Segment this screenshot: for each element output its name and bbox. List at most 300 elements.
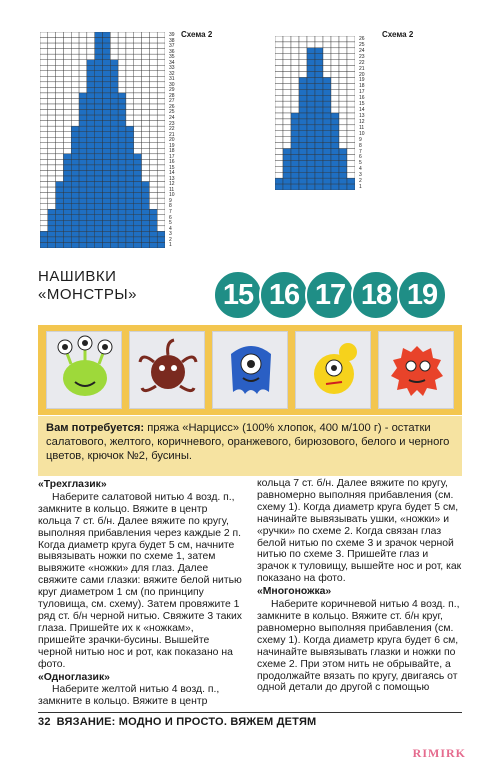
stitch-empty: [126, 54, 134, 60]
stitch-filled: [149, 220, 157, 226]
stitch-empty: [134, 65, 142, 71]
stitch-filled: [331, 172, 339, 178]
stitch-empty: [40, 126, 48, 132]
stitch-filled: [103, 71, 111, 77]
stitch-empty: [71, 76, 79, 82]
stitch-empty: [48, 43, 56, 49]
stitch-empty: [48, 137, 56, 143]
stitch-filled: [79, 187, 87, 193]
stitch-empty: [157, 204, 165, 210]
stitch-empty: [291, 42, 299, 48]
stitch-empty: [40, 137, 48, 143]
stitch-filled: [79, 209, 87, 215]
stitch-filled: [299, 125, 307, 131]
stitch-filled: [323, 113, 331, 119]
stitch-empty: [110, 54, 118, 60]
stitch-empty: [142, 143, 150, 149]
row-number: 14: [169, 170, 175, 177]
stitch-filled: [126, 126, 134, 132]
stitch-empty: [323, 72, 331, 78]
stitch-filled: [307, 89, 315, 95]
stitch-filled: [315, 101, 323, 107]
stitch-filled: [134, 209, 142, 215]
row-number: 20: [359, 71, 365, 78]
stitch-filled: [323, 95, 331, 101]
stitch-empty: [48, 110, 56, 116]
stitch-empty: [157, 121, 165, 127]
stitch-filled: [299, 166, 307, 172]
stitch-empty: [40, 193, 48, 199]
stitch-filled: [134, 215, 142, 221]
stitch-filled: [79, 104, 87, 110]
stitch-filled: [126, 176, 134, 182]
monster-photo-yellow: [295, 331, 371, 409]
stitch-empty: [118, 65, 126, 71]
stitch-filled: [331, 143, 339, 149]
stitch-filled: [110, 65, 118, 71]
stitch-empty: [157, 215, 165, 221]
stitch-empty: [331, 95, 339, 101]
stitch-filled: [71, 242, 79, 248]
stitch-empty: [56, 43, 64, 49]
stitch-empty: [275, 66, 283, 72]
row-number: 20: [169, 137, 175, 144]
stitch-empty: [48, 98, 56, 104]
page-footer: [38, 712, 462, 728]
stitch-empty: [63, 93, 71, 99]
row-number: 15: [169, 164, 175, 171]
stitch-empty: [48, 32, 56, 38]
stitch-filled: [134, 176, 142, 182]
stitch-empty: [48, 176, 56, 182]
stitch-empty: [63, 65, 71, 71]
stitch-empty: [87, 54, 95, 60]
monster-photo-blue: [212, 331, 288, 409]
stitch-filled: [79, 110, 87, 116]
stitch-filled: [307, 184, 315, 190]
stitch-empty: [315, 36, 323, 42]
stitch-filled: [299, 184, 307, 190]
stitch-empty: [291, 107, 299, 113]
stitch-empty: [347, 95, 355, 101]
stitch-filled: [149, 215, 157, 221]
stitch-empty: [291, 60, 299, 66]
row-number: 13: [359, 112, 365, 119]
stitch-filled: [110, 231, 118, 237]
stitch-filled: [95, 126, 103, 132]
stitch-filled: [63, 193, 71, 199]
stitch-filled: [87, 159, 95, 165]
stitch-filled: [126, 132, 134, 138]
stitch-filled: [118, 182, 126, 188]
stitch-empty: [157, 98, 165, 104]
stitch-empty: [48, 159, 56, 165]
stitch-empty: [56, 104, 64, 110]
row-number: 6: [169, 214, 172, 221]
stitch-empty: [283, 89, 291, 95]
stitch-empty: [291, 36, 299, 42]
stitch-filled: [79, 182, 87, 188]
stitch-filled: [63, 154, 71, 160]
stitch-empty: [323, 60, 331, 66]
stitch-empty: [40, 98, 48, 104]
stitch-filled: [118, 121, 126, 127]
stitch-empty: [149, 121, 157, 127]
stitch-filled: [95, 242, 103, 248]
stitch-filled: [307, 131, 315, 137]
stitch-empty: [339, 42, 347, 48]
stitch-empty: [56, 115, 64, 121]
stitch-empty: [79, 54, 87, 60]
stitch-filled: [323, 184, 331, 190]
stitch-filled: [87, 231, 95, 237]
row-number: 24: [169, 114, 175, 121]
stitch-filled: [315, 113, 323, 119]
stitch-empty: [134, 60, 142, 66]
stitch-empty: [48, 121, 56, 127]
stitch-filled: [79, 148, 87, 154]
stitch-empty: [347, 66, 355, 72]
stitch-empty: [142, 110, 150, 116]
stitch-filled: [48, 215, 56, 221]
stitch-filled: [87, 76, 95, 82]
stitch-empty: [299, 66, 307, 72]
row-number: 36: [169, 48, 175, 55]
stitch-filled: [110, 226, 118, 232]
stitch-empty: [299, 72, 307, 78]
stitch-empty: [87, 49, 95, 55]
stitch-filled: [275, 178, 283, 184]
stitch-empty: [126, 82, 134, 88]
stitch-empty: [134, 43, 142, 49]
scheme-title-left: Схема 2: [181, 30, 213, 39]
stitch-filled: [79, 93, 87, 99]
stitch-filled: [118, 148, 126, 154]
page-number: 32: [38, 716, 51, 728]
row-number: 21: [359, 65, 365, 72]
stitch-filled: [315, 72, 323, 78]
stitch-empty: [283, 66, 291, 72]
row-number: 16: [169, 159, 175, 166]
row-number: 24: [359, 47, 365, 54]
stitch-empty: [157, 187, 165, 193]
stitch-filled: [103, 65, 111, 71]
stitch-empty: [157, 132, 165, 138]
stitch-filled: [291, 137, 299, 143]
stitch-empty: [315, 42, 323, 48]
badge-19: 19: [397, 270, 447, 320]
stitch-filled: [142, 182, 150, 188]
stitch-empty: [63, 132, 71, 138]
stitch-filled: [110, 121, 118, 127]
stitch-empty: [56, 54, 64, 60]
stitch-empty: [331, 66, 339, 72]
stitch-empty: [48, 71, 56, 77]
stitch-empty: [149, 159, 157, 165]
stitch-empty: [48, 87, 56, 93]
stitch-empty: [157, 104, 165, 110]
stitch-filled: [87, 132, 95, 138]
stitch-filled: [71, 204, 79, 210]
stitch-filled: [110, 154, 118, 160]
stitch-filled: [142, 204, 150, 210]
stitch-empty: [134, 132, 142, 138]
stitch-empty: [299, 42, 307, 48]
subheading-one-eye: «Одноглазик»: [38, 671, 110, 683]
stitch-filled: [87, 126, 95, 132]
stitch-empty: [323, 42, 331, 48]
stitch-empty: [134, 148, 142, 154]
stitch-empty: [149, 182, 157, 188]
stitch-filled: [291, 143, 299, 149]
stitch-filled: [307, 137, 315, 143]
row-number: 3: [359, 172, 362, 179]
stitch-filled: [63, 215, 71, 221]
stitch-empty: [291, 66, 299, 72]
stitch-empty: [71, 60, 79, 66]
stitch-filled: [56, 226, 64, 232]
stitch-filled: [110, 71, 118, 77]
stitch-filled: [103, 220, 111, 226]
row-number: 7: [359, 148, 362, 155]
stitch-filled: [339, 166, 347, 172]
row-number: 9: [169, 197, 172, 204]
stitch-empty: [307, 36, 315, 42]
stitch-filled: [103, 204, 111, 210]
stitch-empty: [71, 87, 79, 93]
stitch-filled: [63, 237, 71, 243]
stitch-filled: [315, 143, 323, 149]
row-number: 32: [169, 70, 175, 77]
stitch-empty: [339, 95, 347, 101]
stitch-empty: [48, 148, 56, 154]
stitch-filled: [110, 98, 118, 104]
stitch-filled: [95, 204, 103, 210]
stitch-filled: [71, 193, 79, 199]
stitch-filled: [323, 166, 331, 172]
stitch-filled: [134, 154, 142, 160]
stitch-filled: [307, 77, 315, 83]
stitch-filled: [339, 160, 347, 166]
stitch-empty: [56, 176, 64, 182]
stitch-filled: [95, 71, 103, 77]
stitch-filled: [110, 215, 118, 221]
stitch-filled: [63, 198, 71, 204]
stitch-filled: [95, 82, 103, 88]
stitch-filled: [79, 198, 87, 204]
stitch-empty: [71, 115, 79, 121]
stitch-empty: [110, 32, 118, 38]
stitch-empty: [63, 82, 71, 88]
stitch-filled: [103, 137, 111, 143]
monster-photo-strip: [38, 325, 462, 415]
stitch-filled: [118, 204, 126, 210]
badge-15: 15: [213, 270, 263, 320]
stitch-filled: [315, 125, 323, 131]
row-number: 1: [169, 242, 172, 249]
stitch-filled: [299, 131, 307, 137]
stitch-filled: [95, 54, 103, 60]
stitch-empty: [157, 76, 165, 82]
materials-text: пряжа «Нарцисс» (100% хлопок, 400 м/100 г) - остатки салатового, желтого, коричневого, оранжевого, бирюзового, белого и черного цветов, крючок №2, бусины.: [46, 422, 450, 462]
stitch-filled: [142, 187, 150, 193]
stitch-filled: [323, 137, 331, 143]
stitch-filled: [291, 119, 299, 125]
row-number: 37: [169, 43, 175, 50]
stitch-filled: [95, 176, 103, 182]
stitch-filled: [87, 110, 95, 116]
stitch-empty: [347, 137, 355, 143]
stitch-empty: [157, 43, 165, 49]
stitch-empty: [63, 32, 71, 38]
row-number: 35: [169, 54, 175, 61]
stitch-filled: [110, 115, 118, 121]
monster-photo-green: [46, 331, 122, 409]
stitch-empty: [339, 83, 347, 89]
stitch-empty: [142, 154, 150, 160]
stitch-empty: [134, 76, 142, 82]
stitch-filled: [63, 159, 71, 165]
stitch-empty: [347, 119, 355, 125]
stitch-filled: [87, 176, 95, 182]
stitch-filled: [95, 148, 103, 154]
stitch-filled: [134, 204, 142, 210]
stitch-filled: [103, 215, 111, 221]
row-number: 12: [359, 118, 365, 125]
stitch-empty: [126, 98, 134, 104]
stitch-filled: [110, 182, 118, 188]
stitch-empty: [56, 126, 64, 132]
stitch-empty: [331, 83, 339, 89]
stitch-filled: [95, 159, 103, 165]
stitch-filled: [126, 209, 134, 215]
stitch-filled: [87, 220, 95, 226]
row-number: 13: [169, 175, 175, 182]
stitch-filled: [291, 166, 299, 172]
stitch-filled: [56, 204, 64, 210]
stitch-filled: [56, 237, 64, 243]
stitch-empty: [347, 42, 355, 48]
stitch-filled: [299, 107, 307, 113]
stitch-filled: [71, 176, 79, 182]
stitch-filled: [118, 154, 126, 160]
stitch-empty: [275, 154, 283, 160]
stitch-empty: [126, 43, 134, 49]
stitch-filled: [110, 82, 118, 88]
stitch-filled: [283, 184, 291, 190]
row-number: 4: [169, 225, 172, 232]
stitch-filled: [56, 193, 64, 199]
stitch-empty: [48, 38, 56, 44]
stitch-empty: [157, 193, 165, 199]
stitch-filled: [331, 119, 339, 125]
stitch-empty: [275, 54, 283, 60]
stitch-filled: [71, 198, 79, 204]
stitch-filled: [126, 193, 134, 199]
row-numbers-left: [169, 33, 175, 249]
stitch-empty: [56, 154, 64, 160]
stitch-empty: [323, 54, 331, 60]
stitch-empty: [134, 87, 142, 93]
stitch-empty: [283, 137, 291, 143]
stitch-filled: [95, 93, 103, 99]
stitch-empty: [48, 126, 56, 132]
stitch-empty: [275, 48, 283, 54]
stitch-empty: [347, 48, 355, 54]
stitch-empty: [299, 54, 307, 60]
stitch-empty: [40, 154, 48, 160]
stitch-filled: [307, 107, 315, 113]
row-number: 8: [359, 142, 362, 149]
stitch-filled: [79, 237, 87, 243]
stitch-filled: [307, 48, 315, 54]
stitch-empty: [118, 32, 126, 38]
stitch-filled: [339, 178, 347, 184]
stitch-empty: [118, 60, 126, 66]
stitch-filled: [126, 154, 134, 160]
row-number: 26: [169, 103, 175, 110]
badge-17: 17: [305, 270, 355, 320]
stitch-empty: [63, 143, 71, 149]
stitch-filled: [299, 178, 307, 184]
stitch-empty: [347, 83, 355, 89]
stitch-empty: [283, 83, 291, 89]
stitch-empty: [71, 43, 79, 49]
stitch-filled: [48, 237, 56, 243]
stitch-empty: [48, 187, 56, 193]
stitch-empty: [347, 36, 355, 42]
stitch-filled: [95, 220, 103, 226]
stitch-empty: [283, 77, 291, 83]
stitch-empty: [275, 95, 283, 101]
stitch-filled: [103, 165, 111, 171]
stitch-filled: [56, 187, 64, 193]
stitch-filled: [110, 60, 118, 66]
stitch-empty: [118, 54, 126, 60]
stitch-filled: [87, 182, 95, 188]
stitch-filled: [134, 159, 142, 165]
stitch-empty: [323, 66, 331, 72]
row-number: 17: [169, 153, 175, 160]
stitch-filled: [110, 148, 118, 154]
stitch-empty: [118, 76, 126, 82]
stitch-filled: [103, 93, 111, 99]
stitch-empty: [56, 159, 64, 165]
stitch-empty: [142, 87, 150, 93]
stitch-filled: [307, 66, 315, 72]
stitch-filled: [126, 165, 134, 171]
stitch-filled: [110, 126, 118, 132]
stitch-empty: [275, 172, 283, 178]
stitch-filled: [95, 60, 103, 66]
stitch-filled: [79, 226, 87, 232]
stitch-filled: [110, 143, 118, 149]
stitch-empty: [142, 49, 150, 55]
stitch-filled: [149, 242, 157, 248]
stitch-filled: [71, 220, 79, 226]
stitch-empty: [40, 60, 48, 66]
stitch-filled: [87, 242, 95, 248]
stitch-filled: [56, 220, 64, 226]
stitch-filled: [103, 60, 111, 66]
stitch-empty: [283, 48, 291, 54]
stitch-empty: [56, 87, 64, 93]
stitch-filled: [315, 154, 323, 160]
stitch-filled: [157, 242, 165, 248]
stitch-empty: [40, 43, 48, 49]
stitch-filled: [291, 184, 299, 190]
stitch-empty: [118, 38, 126, 44]
